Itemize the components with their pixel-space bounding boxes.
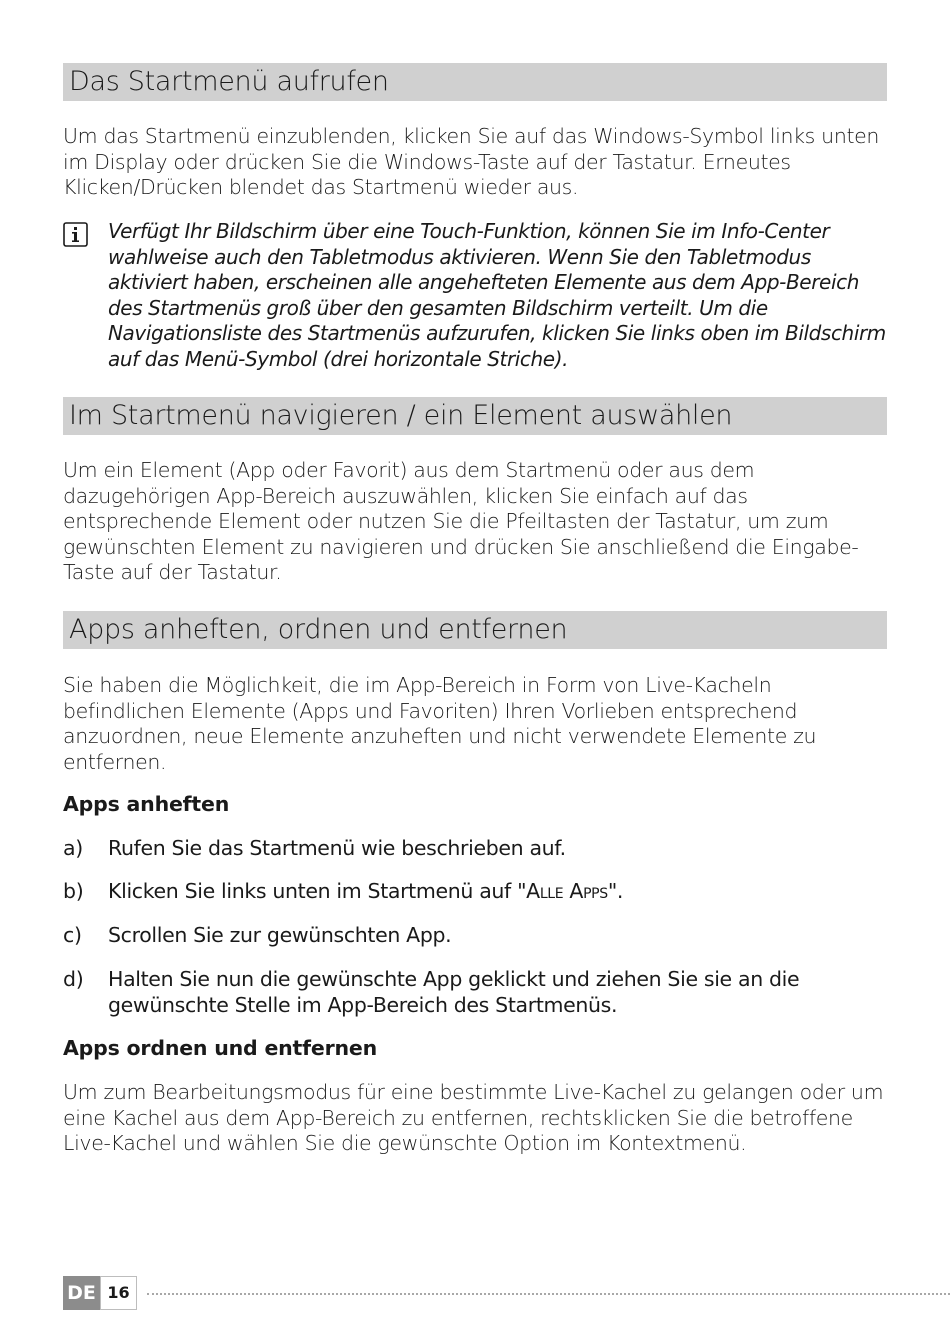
subsection-heading: Apps anheften [63, 792, 230, 816]
list-item-text: Rufen Sie das Startmenü wie beschrieben auf. [108, 836, 566, 860]
list-marker: a) [63, 836, 83, 860]
language-badge: DE [63, 1276, 100, 1310]
list-marker: d) [63, 967, 84, 991]
list-marker: b) [63, 879, 84, 903]
list-item-text [108, 879, 893, 905]
note-text: Verfügt Ihr Bildschirm über eine Touch-Funktion, können Sie im Info-Center wahlweise auch den Tabletmodus aktivieren. Wenn Sie den Tabletmodus aktiviert haben, erscheinen alle angehefteten Elemente aus dem App-Bereich des Startmenüs groß über den gesamten Bildschirm verteilt. Um die Navigationsliste des Startmenüs aufzurufen, klicken Sie links oben im Bildschirm auf das Menü-Symbol (drei horizontale Striche). [108, 219, 886, 371]
section-heading-bar [63, 397, 887, 435]
info-icon [63, 222, 88, 247]
menu-reference: Alle Apps [526, 879, 608, 903]
section-heading: Das Startmenü aufrufen [69, 66, 389, 97]
section-heading-bar [63, 63, 887, 101]
footer-divider [147, 1293, 950, 1295]
subsection-heading: Apps ordnen und entfernen [63, 1036, 377, 1060]
section-heading-bar [63, 611, 887, 649]
list-marker: c) [63, 923, 82, 947]
list-item-text-part: Klicken Sie links unten im Startmenü auf " [108, 879, 527, 903]
subsection-body: Um zum Bearbeitungsmodus für eine bestimmte Live-Kachel zu gelangen oder um eine Kachel aus dem App-Bereich zu entfernen, rechtsklicken Sie die betroffene Live-Kachel und wählen Sie die gewünschte Option im Kontextmenü. [63, 1080, 884, 1156]
list-item-text-part: ". [607, 879, 624, 903]
section-heading: Im Startmenü navigieren / ein Element auswählen [69, 400, 733, 431]
list-item-text: Halten Sie nun die gewünschte App geklickt und ziehen Sie sie an die gewünschte Stelle im App-Bereich des Startmenüs. [108, 967, 800, 1017]
list-item-text: Scrollen Sie zur gewünschten App. [108, 923, 452, 947]
page-number: 16 [100, 1276, 137, 1310]
section-body: Um ein Element (App oder Favorit) aus dem Startmenü oder aus dem dazugehörigen App-Bereich auszuwählen, klicken Sie einfach auf das entsprechende Element oder nutzen Sie die Pfeiltasten der Tastatur, um zum gewünschten Element zu navigieren und drücken Sie anschließend die Eingabe-Taste auf der Tastatur. [63, 458, 859, 585]
section-heading: Apps anheften, ordnen und entfernen [69, 614, 568, 645]
section-body: Um das Startmenü einzublenden, klicken Sie auf das Windows-Symbol links unten im Display oder drücken Sie die Windows-Taste auf der Tastatur. Erneutes Klicken/Drücken blendet das Startmenü wieder aus. [63, 124, 880, 200]
section-body: Sie haben die Möglichkeit, die im App-Bereich in Form von Live-Kacheln befindlichen Elemente (Apps und Favoriten) Ihren Vorlieben entsprechend anzuordnen, neue Elemente anzuheften und nicht verwendete Elemente zu entfernen. [63, 673, 817, 774]
